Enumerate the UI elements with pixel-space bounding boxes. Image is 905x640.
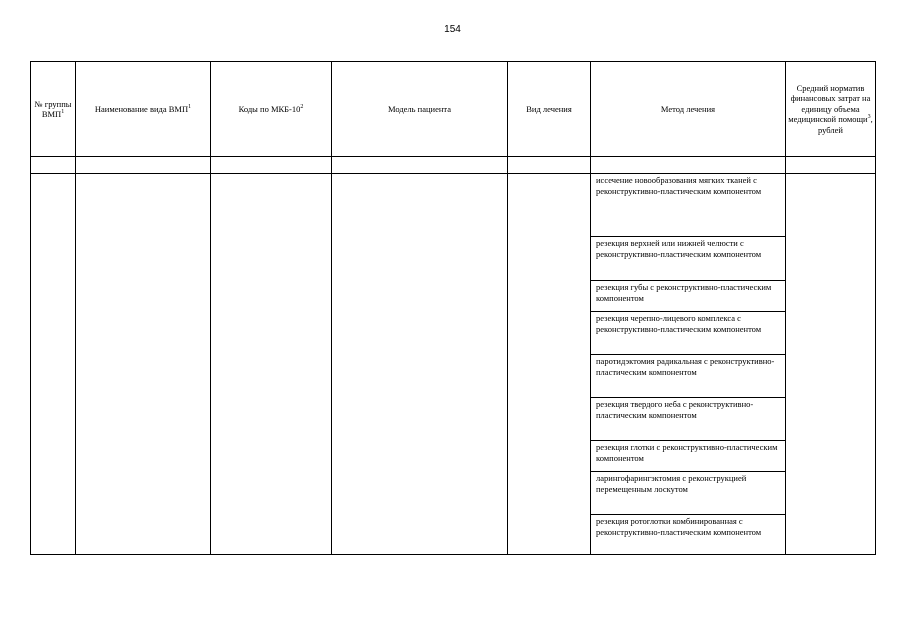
method-item: резекция глотки с реконструктивно-пластическим компонентом xyxy=(591,440,785,471)
header-row xyxy=(31,62,876,157)
method-item: иссечение новообразования мягких тканей с реконструктивно-пластическим компонентом xyxy=(596,175,762,196)
method-item: паротидэктомия радикальная с реконструктивно-пластическим компонентом xyxy=(591,354,785,397)
method-item: резекция верхней или нижней челюсти с реконструктивно-пластическим компонентом xyxy=(591,236,785,280)
vmp-table xyxy=(30,61,876,555)
header-group-no: № группы ВМП$^1$ xyxy=(31,62,76,157)
cell-vmp-name xyxy=(76,174,211,555)
header-cost: Средний норматив финансовых затрат на единицу объема медицинской помощи$^3$, рублей xyxy=(786,62,876,157)
cell-cost xyxy=(786,174,876,555)
column-number-row xyxy=(31,157,876,174)
cell-group-no xyxy=(31,174,76,555)
header-patient-model: Модель пациента xyxy=(332,62,508,157)
method-item: резекция ротоглотки комбинированная с реконструктивно-пластическим компонентом xyxy=(591,514,785,554)
method-item: резекция губы с реконструктивно-пластическим компонентом xyxy=(591,280,785,311)
method-item: резекция черепно-лицевого комплекса с реконструктивно-пластическим компонентом xyxy=(591,311,785,354)
cell-icd-codes xyxy=(211,174,332,555)
cell-treatment-methods xyxy=(591,174,786,555)
cell-patient-model xyxy=(332,174,508,555)
header-vmp-name: Наименование вида ВМП$^1$ xyxy=(76,62,211,157)
method-item: резекция твердого неба с реконструктивно-пластическим компонентом xyxy=(591,397,785,440)
cell-treatment-type xyxy=(508,174,591,555)
header-icd-codes: Коды по МКБ-$10^2$ xyxy=(211,62,332,157)
header-treatment-method: Метод лечения xyxy=(591,62,786,157)
page-number: 154 xyxy=(444,24,461,35)
method-item: ларингофарингэктомия с реконструкцией перемещенным лоскутом xyxy=(591,471,785,514)
header-treatment-type: Вид лечения xyxy=(508,62,591,157)
table-row xyxy=(31,174,876,555)
